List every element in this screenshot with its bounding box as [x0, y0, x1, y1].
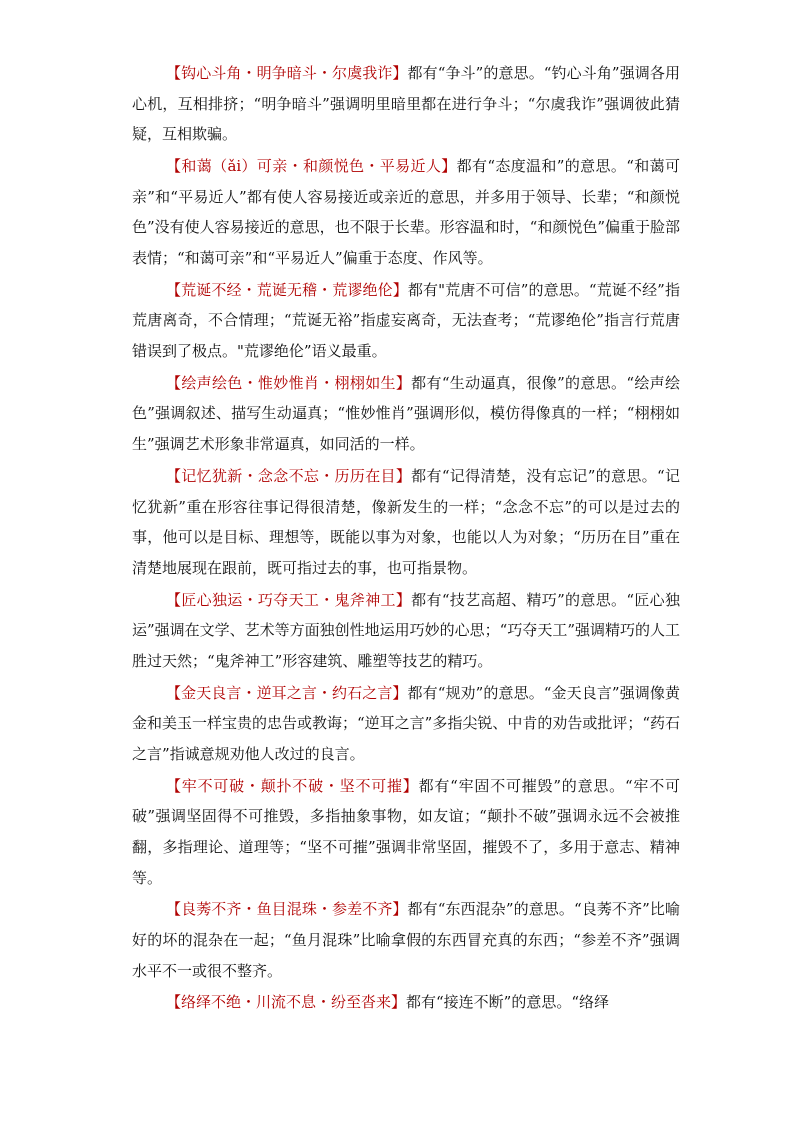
entry-9	[132, 894, 680, 986]
idiom-group-term: 【钩心斗角・明争暗斗・尔虞我诈】	[166, 64, 408, 82]
idiom-group-term: 【络绎不绝・川流不息・纷至沓来】	[166, 993, 407, 1012]
idiom-group-explanation: 都有"荒唐不可信”的意思。“荒诞不经”指荒唐离奇，不合情理；“荒诞无裕”指虚妄离奇，无法查考；“荒谬绝伦”指言行荒唐错误到了极点。"荒谬绝伦”语义最重。	[132, 280, 680, 360]
idiom-group-explanation: 都有“东西混杂”的意思。“良莠不齐”比喻好的坏的混杂在一起；“鱼月混珠”比喻拿假的东西冒充真的东西；“参差不齐”强调水平不一或很不整齐。	[132, 900, 680, 980]
idiom-group-explanation: 都有“技艺高超、精巧”的意思。“匠心独运”强调在文学、艺术等方面独创性地运用巧妙的心思；“巧夺天工”强调精巧的人工胜过天然；“鬼斧神工”形容建筑、雕塑等技艺的精巧。	[132, 590, 681, 670]
idiom-group-term: 【牢不可破・颠扑不破・坚不可摧】	[166, 776, 419, 795]
entry-10	[132, 987, 680, 1018]
entry-2	[132, 151, 680, 273]
entry-3	[132, 275, 680, 367]
idiom-group-term: 【金天良言・逆耳之言・约石之言】	[166, 683, 408, 702]
idiom-group-term: 【绘声绘色・惟妙惟肖・栩栩如生】	[166, 373, 412, 392]
entry-7	[132, 678, 680, 770]
idiom-group-explanation: 都有“牢固不可摧毁”的意思。“牢不可破”强调坚固得不可推毁，多指抽象事物，如友谊；“颠扑不破”强调永远不会被推翻，多指理论、道理等；“坚不可摧”强调非常坚固，摧毁不了，多用于意志、精神等。	[132, 776, 680, 887]
idiom-group-term: 【记忆犹新・念念不忘・历历在目】	[166, 466, 412, 485]
entry-1	[132, 58, 680, 150]
idiom-group-explanation: 都有“规劝”的意思。“金天良言”强调像黄金和美玉一样宝贵的忠告或教诲；“逆耳之言”多指尖锐、中肯的劝告或批评；“药石之言”指诚意规劝他人改过的良言。	[132, 683, 681, 763]
idiom-group-explanation: 都有“生动逼真，很像”的意思。“绘声绘色”强调叙述、描写生动逼真；“惟妙惟肖”强调形似，模仿得像真的一样；“栩栩如生”强调艺术形象非常逼真，如同活的一样。	[132, 373, 680, 454]
idiom-group-explanation: 都有“态度温和”的意思。“和蔼可亲”和“平易近人”都有使人容易接近或亲近的意思，并多用于领导、长辈；“和颜悦色”没有使人容易接近的意思，也不限于长辈。形容温和时，“和颜悦色”偏重于脸部表情；“和蔼可亲”和“平易近人”偏重于态度、作风等。	[132, 157, 681, 267]
entry-4	[132, 368, 680, 460]
entry-5	[132, 461, 680, 583]
idiom-group-explanation: 都有“记得清楚，没有忘记”的意思。“记忆犹新”重在形容往事记得很清楚，像新发生的一样；“念念不忘”的可以是过去的事，他可以是目标、理想等，既能以事为对象，也能以人为对象；“历历在目”重在清楚地展现在跟前，既可指过去的事，也可指景物。	[132, 466, 680, 577]
idiom-group-term: 【荒诞不经・荒诞无稽・荒谬绝伦】	[166, 280, 408, 299]
document-page	[132, 58, 680, 1019]
idiom-group-explanation: 都有“争斗”的意思。“钓心斗角”强调各用心机，互相排挤；“明争暗斗”强调明里暗里都在进行争斗；“尔虞我诈”强调彼此猜疑，互相欺骗。	[132, 64, 680, 144]
idiom-group-term: 【良莠不齐・鱼目混珠・参差不齐】	[166, 900, 408, 919]
entry-8	[132, 771, 680, 893]
idiom-group-term: 【匠心独运・巧夺天工・鬼斧神工】	[166, 590, 412, 609]
idiom-group-term: 【和蔼（ǎi）可亲・和颜悦色・平易近人】	[166, 157, 457, 176]
entry-6	[132, 585, 680, 677]
idiom-group-explanation: 都有“接连不断”的意思。“络绎	[406, 993, 610, 1012]
